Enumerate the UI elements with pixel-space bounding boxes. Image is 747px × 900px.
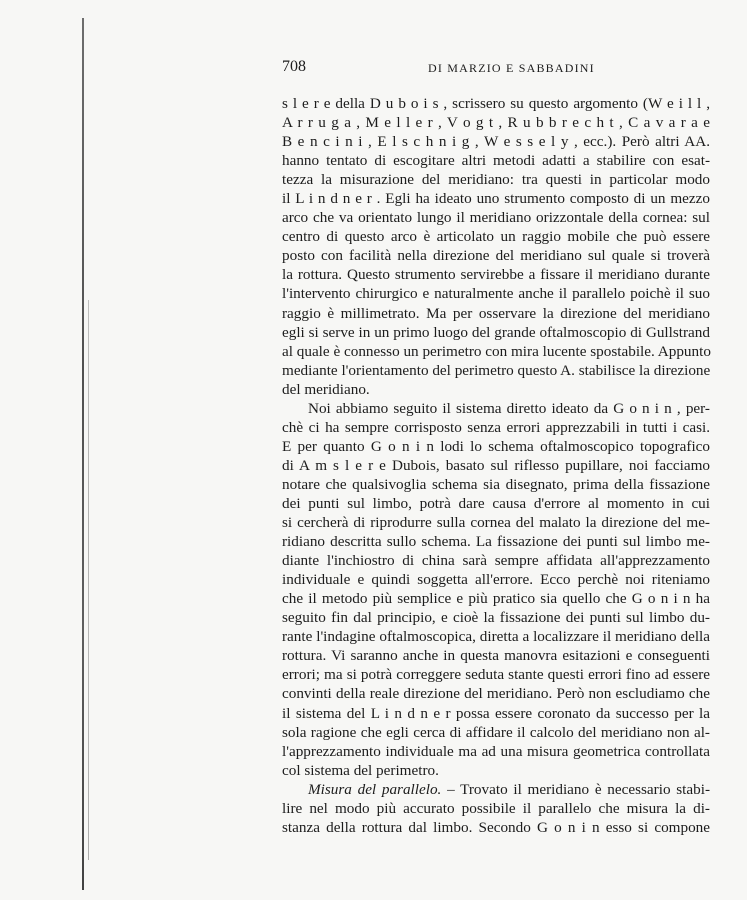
text-line: del meridiano. <box>282 380 370 398</box>
text-line: B e n c i n i , E l s c h n i g , W e s s e l y , ecc.). Però altri AA. <box>282 133 710 151</box>
text-line: diante l'inchiostro di china sarà sempre affidata all'apprezzamento <box>282 552 710 570</box>
text-line: il sistema del L i n d n e r possa essere coronato da successo per la <box>282 704 710 722</box>
text-line: rottura. Vi saranno anche in questa manovra esitazioni e conseguenti <box>282 647 710 665</box>
binding-shadow-line <box>82 18 84 890</box>
text-line: ridiano descritta sullo schema. La fissazione dei punti sul limbo me- <box>282 533 710 551</box>
text-line: errori; ma si potrà correggere seduta stante questi errori fino ad essere <box>282 666 710 684</box>
text-line: s l e r e della D u b o i s , scrissero su questo argomento (W e i l l , <box>282 95 710 112</box>
binding-shadow-line-faint <box>88 300 89 860</box>
page-number: 708 <box>282 58 306 75</box>
text-line: di A m s l e r e Dubois, basato sul riflesso pupillare, noi facciamo <box>282 456 710 474</box>
text-line: la rottura. Questo strumento servirebbe a fissare il meridiano durante <box>282 266 710 284</box>
text-line: centro di questo arco è articolato un raggio mobile che può essere <box>282 228 710 246</box>
text-line: tezza la misurazione del meridiano: tra questi in particolar modo <box>282 171 710 189</box>
running-head: DI MARZIO E SABBADINI <box>428 61 595 75</box>
text-line: seguito fin dal principio, e cioè la fissazione dei punti sul limbo du- <box>282 609 710 627</box>
text-line: dei punti sul limbo, potrà dare causa d'errore al momento in cui <box>282 494 710 512</box>
text-line: si cercherà di riprodurre sulla cornea del malato la direzione del me- <box>282 514 710 532</box>
text-line: arco che va orientato lungo il meridiano orizzontale della cornea: sul <box>282 209 710 227</box>
text-line: raggio è millimetrato. Ma per osservare la direzione del meridiano <box>282 304 710 322</box>
text-line: notare che qualsivoglia schema sia disegnato, prima della fissazione <box>282 475 710 493</box>
text-line: il L i n d n e r . Egli ha ideato uno strumento composto di un mezzo <box>282 190 710 208</box>
text-line: Trovato il meridiano è necessario stabi- <box>460 780 710 798</box>
text-line: lire nel modo più accurato possibile il parallelo che misura la di- <box>282 799 710 817</box>
text-line: A r r u g a , M e l l e r , V o g t , R u b b r e c h t , C a v a r a e <box>282 114 710 132</box>
text-line: posto con facilità nella direzione del meridiano sul quale si troverà <box>282 247 710 265</box>
text-line: convinti della reale direzione del meridiano. Però non escludiamo che <box>282 685 710 703</box>
section-heading: Misura del parallelo. – <box>308 780 455 798</box>
text-line: al quale è connesso un perimetro con mira lucente spostabile. Appunto <box>282 342 711 360</box>
text-line: l'intervento chirurgico e naturalmente anche il parallelo poichè il suo <box>282 285 710 303</box>
text-line: l'apprezzamento individuale ma ad una misura geometrica controllata <box>282 742 710 760</box>
page-header <box>282 58 712 80</box>
text-line: rante l'indagine oftalmoscopica, diretta a localizzare il meridiano della <box>282 628 710 646</box>
text-line: egli si serve in un primo luogo del grande oftalmoscopio di Gullstrand <box>282 323 710 341</box>
text-line: individuale e quindi soggetta all'errore. Ecco perchè noi riteniamo <box>282 571 710 589</box>
text-line: che il metodo più semplice e più pratico sia quello che G o n i n ha <box>282 590 710 608</box>
text-line: sola ragione che egli cerca di affidare il calcolo del meridiano non al- <box>282 723 710 741</box>
section-heading-line <box>282 780 710 799</box>
body-text <box>282 94 710 837</box>
text-line: hanno tentato di escogitare altri metodi adatti a stabilire con esat- <box>282 152 710 170</box>
text-line: chè ci ha sempre corrisposto senza errori apprezzabili in tutti i casi. <box>282 418 710 436</box>
text-line: E per quanto G o n i n lodi lo schema oftalmoscopico topografico <box>282 437 710 455</box>
text-line: col sistema del perimetro. <box>282 761 439 779</box>
text-line: stanza della rottura dal limbo. Secondo G o n i n esso si compone <box>282 818 710 836</box>
text-line: mediante l'orientamento del perimetro questo A. stabilisce la direzione <box>282 361 711 379</box>
text-line: Noi abbiamo seguito il sistema diretto ideato da G o n i n , per- <box>308 399 710 417</box>
